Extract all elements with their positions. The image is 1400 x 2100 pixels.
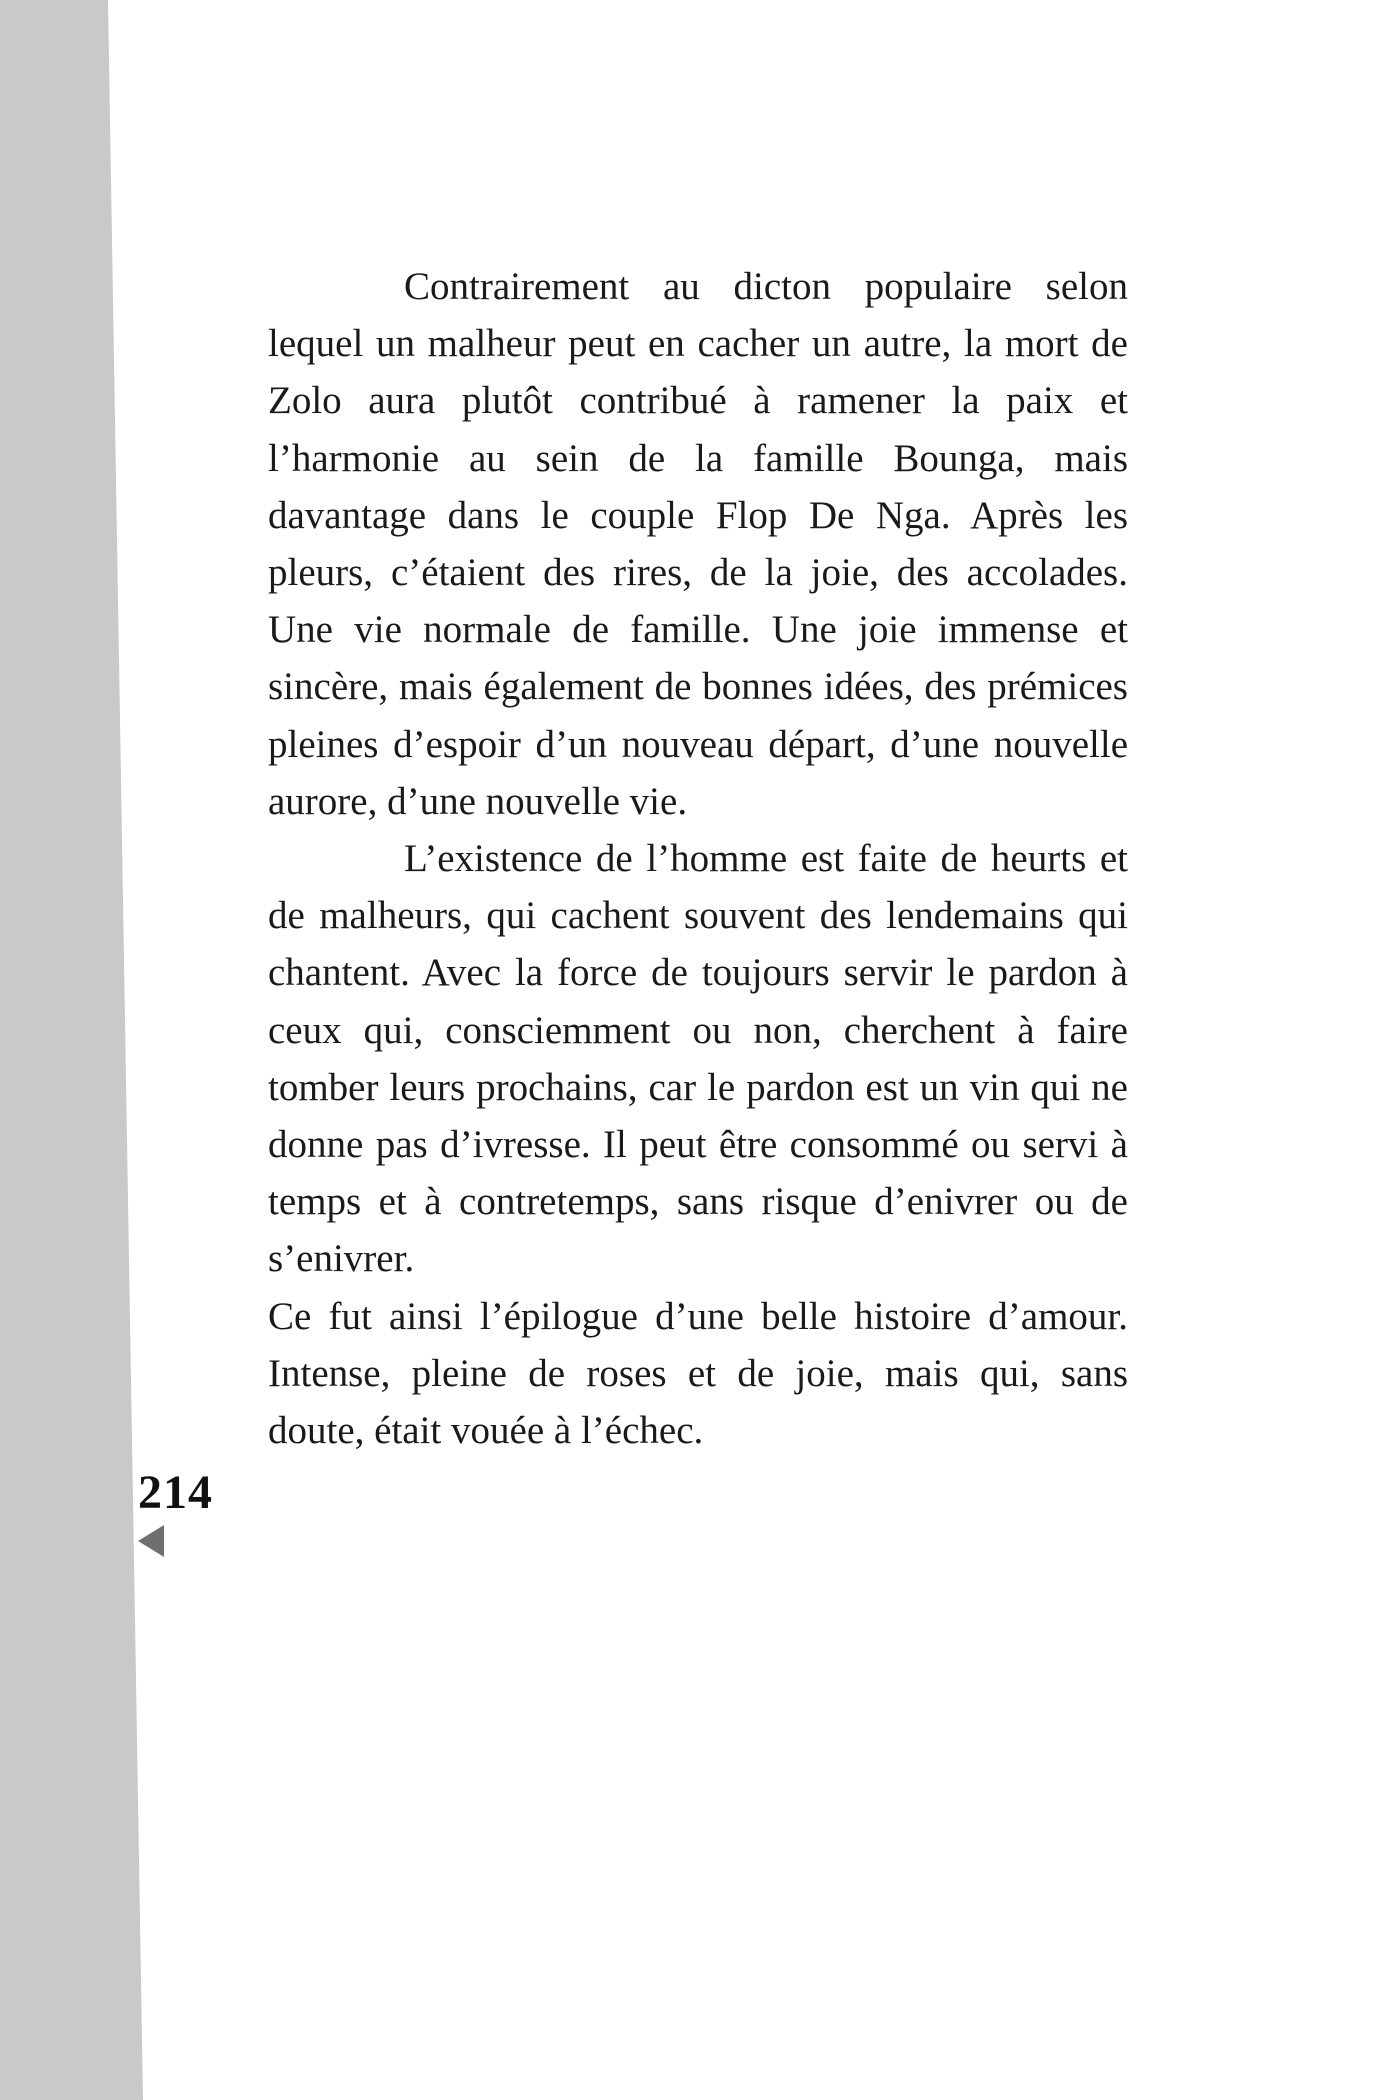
page-number: 214 xyxy=(138,1466,213,1519)
body-text xyxy=(268,258,1128,1459)
paragraph-3: Ce fut ainsi l’épilogue d’une belle histoire d’amour. Intense, pleine de roses et de joie, mais qui, sans doute, était vouée à l’échec. xyxy=(268,1294,1128,1453)
page-margin-band xyxy=(0,0,150,2100)
paragraph-1: Contrairement au dicton populaire selon lequel un malheur peut en cacher un autre, la mort de Zolo aura plutôt contribué à ramener la paix et l’harmonie au sein de la famille Bounga, mais davantage dans le couple Flop De Nga. Après les pleurs, c’étaient des rires, de la joie, des accolades. Une vie normale de famille. Une joie immense et sincère, mais également de bonnes idées, des prémices pleines d’espoir d’un nouveau départ, d’une nouvelle aurore, d’une nouvelle vie. xyxy=(268,265,1128,823)
paragraph-2: L’existence de l’homme est faite de heurts et de malheurs, qui cachent souvent des lendemains qui chantent. Avec la force de toujours servir le pardon à ceux qui, consciemment ou non, cherchent à faire tomber leurs prochains, car le pardon est un vin qui ne donne pas d’ivresse. Il peut être consommé ou servi à temps et à contretemps, sans risque d’enivrer ou de s’enivrer. xyxy=(268,837,1128,1281)
page-marker-triangle-icon xyxy=(138,1525,164,1557)
